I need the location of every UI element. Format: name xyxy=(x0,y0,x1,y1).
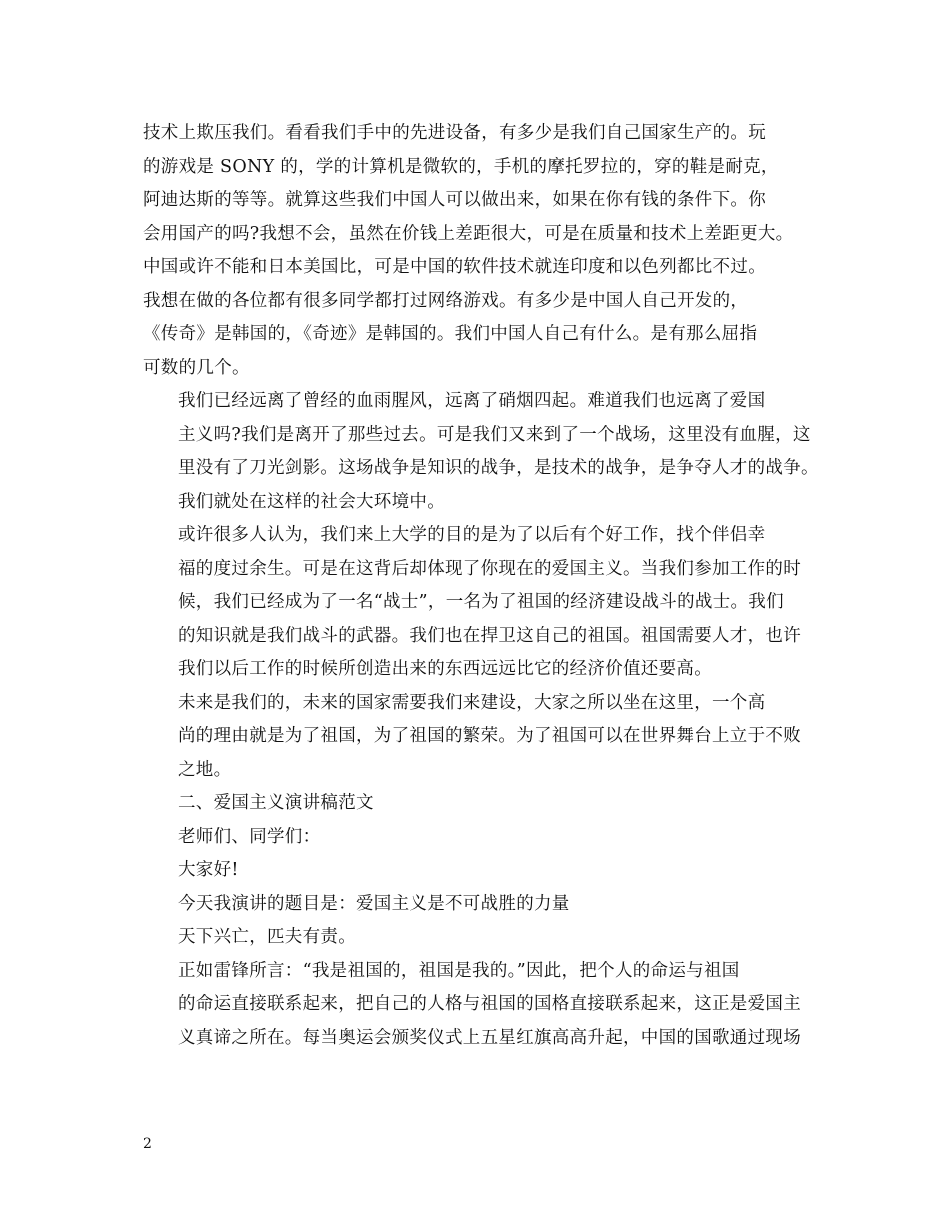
text-line: 我们就处在这样的社会大环境中。 xyxy=(178,491,445,512)
text-line: 老师们、同学们： xyxy=(178,826,321,847)
text-line: 正如雷锋所言：“我是祖国的，祖国是我的。”因此，把个人的命运与祖国 xyxy=(178,960,740,981)
text-line: 里没有了刀光剑影。这场战争是知识的战争，是技术的战争，是争夺人才的战争。 xyxy=(178,458,819,478)
text-line: 可数的几个。 xyxy=(143,357,250,378)
text-line: 我们已经远离了曾经的血雨腥风，远离了硝烟四起。难道我们也远离了爱国 xyxy=(178,391,766,411)
text-line: 的命运直接联系起来，把自己的人格与祖国的国格直接联系起来，这正是爱国主 xyxy=(178,994,801,1014)
paragraph xyxy=(143,955,833,1056)
text-line: 大家好! xyxy=(178,860,239,880)
paragraph xyxy=(143,519,833,687)
text-line: 天下兴亡，匹夫有责。 xyxy=(178,927,356,947)
text-line: 福的度过余生。可是在这背后却体现了你现在的爱国主义。当我们参加工作的时 xyxy=(178,558,801,579)
text-line: 会用国产的吗?我想不会，虽然在价钱上差距很大，可是在质量和技术上差距更大。 xyxy=(143,223,794,244)
text-line: 尚的理由就是为了祖国，为了祖国的繁荣。为了祖国可以在世界舞台上立于不败 xyxy=(178,726,801,746)
document-body xyxy=(143,117,833,1055)
text-line: 二、爱国主义演讲稿范文 xyxy=(178,793,374,813)
paragraph xyxy=(143,687,833,788)
text-line: 的游戏是 SONY 的，学的计算机是微软的，手机的摩托罗拉的，穿的鞋是耐克， xyxy=(143,156,779,177)
text-line: 技术上欺压我们。看看我们手中的先进设备，有多少是我们自己国家生产的。玩 xyxy=(143,123,766,143)
text-line: 今天我演讲的题目是：爱国主义是不可战胜的力量 xyxy=(178,893,570,914)
page-number: 2 xyxy=(143,1136,152,1152)
text-line: 义真谛之所在。每当奥运会颁奖仪式上五星红旗高高升起，中国的国歌通过现场 xyxy=(178,1027,801,1048)
text-line: 的知识就是我们战斗的武器。我们也在捍卫这自己的祖国。祖国需要人才，也许 xyxy=(178,625,801,646)
text-line: 我想在做的各位都有很多同学都打过网络游戏。有多少是中国人自己开发的， xyxy=(143,290,749,311)
paragraph xyxy=(143,854,833,888)
paragraph xyxy=(143,787,833,821)
text-line: 或许很多人认为，我们来上大学的目的是为了以后有个好工作，找个伴侣幸 xyxy=(178,525,766,545)
text-line: 阿迪达斯的等等。就算这些我们中国人可以做出来，如果在你有钱的条件下。你 xyxy=(143,190,766,210)
text-line: 主义吗?我们是离开了那些过去。可是我们又来到了一个战场，这里没有血腥，这 xyxy=(178,424,811,445)
text-line: 未来是我们的，未来的国家需要我们来建设，大家之所以坐在这里，一个高 xyxy=(178,692,766,713)
paragraph xyxy=(143,385,833,519)
text-line: 候，我们已经成为了一名“战士”，一名为了祖国的经济建设战斗的战士。我们 xyxy=(178,592,784,612)
text-line: 之地。 xyxy=(178,759,232,780)
text-line: 我们以后工作的时候所创造出来的东西远远比它的经济价值还要高。 xyxy=(178,659,712,679)
paragraph xyxy=(143,888,833,922)
text-line: 中国或许不能和日本美国比，可是中国的软件技术就连印度和以色列都比不过。 xyxy=(143,257,766,277)
text-line: 《传奇》是韩国的，《奇迹》是韩国的。我们中国人自己有什么。是有那么屈指 xyxy=(143,324,758,344)
paragraph xyxy=(143,921,833,955)
paragraph xyxy=(143,821,833,855)
paragraph xyxy=(143,117,833,385)
